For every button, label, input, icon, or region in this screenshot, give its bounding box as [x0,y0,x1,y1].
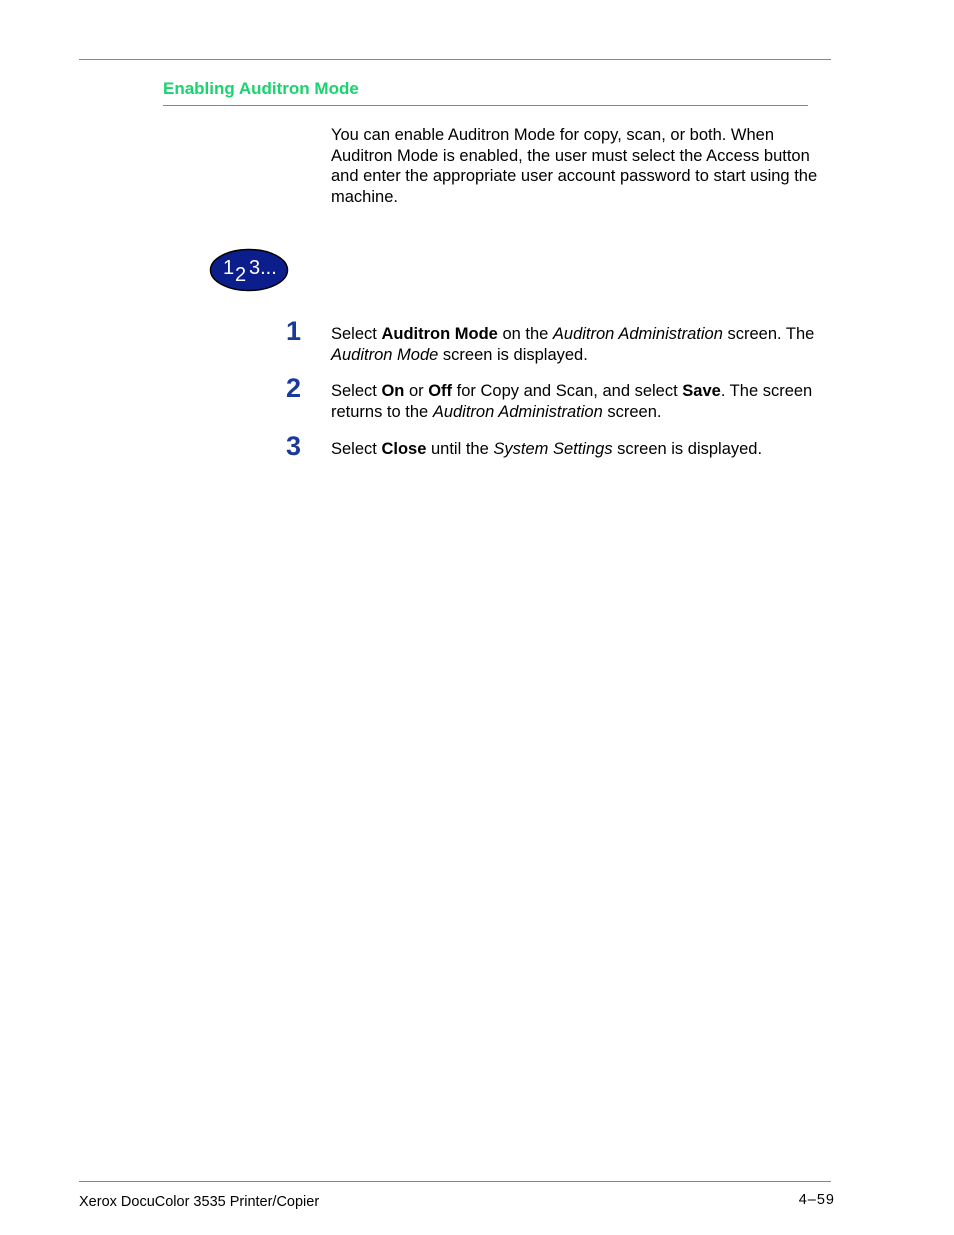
step-1-part: Select [331,325,382,343]
section-title: Enabling Auditron Mode [163,79,359,98]
badge-digit-1: 1 [223,257,235,279]
footer-product-name: Xerox DocuColor 3535 Printer/Copier [79,1194,320,1210]
step-2-part: for Copy and Scan, and select [452,382,683,400]
badge-digit-2: 2 [235,264,247,286]
step-2-part: screen. [602,403,662,421]
step-2-bold: Save [682,382,721,400]
step-1-italic: Auditron Mode [331,346,439,364]
steps-badge-icon [209,248,289,292]
step-3-bold: Close [381,440,427,458]
footer-page-number: 4–59 [798,1192,835,1208]
step-3-part: until the [426,440,494,458]
step-1-bold: Auditron Mode [381,325,498,343]
heading-underline [163,105,808,106]
step-2-number: 2 [286,373,302,403]
step-2-text [331,381,836,423]
step-3-text [331,439,836,460]
step-2-bold: On [381,382,405,400]
step-1-part: screen. The [722,325,815,343]
step-2-bold: Off [428,382,453,400]
step-1-part: screen is displayed. [438,346,588,364]
step-2-part: Select [331,382,382,400]
step-2-part: . The screen returns to the [331,382,813,421]
intro-paragraph: You can enable Auditron Mode for copy, scan, or both. When Auditron Mode is enabled, the user must select the Access button and enter the appropriate user account password to start using the machine. [331,126,818,206]
step-2-italic: Auditron Administration [432,403,603,421]
badge-digit-3: 3... [249,257,277,279]
step-3-part: screen is displayed. [612,440,763,458]
step-3-number: 3 [286,431,302,461]
step-1-part: on the [497,325,553,343]
footer-rule [79,1181,831,1182]
step-1-number: 1 [286,316,302,346]
step-3-italic: System Settings [493,440,613,458]
top-rule [79,59,831,60]
step-2-part: or [404,382,429,400]
step-1-italic: Auditron Administration [552,325,723,343]
step-1-text [331,324,836,366]
step-3-part: Select [331,440,382,458]
